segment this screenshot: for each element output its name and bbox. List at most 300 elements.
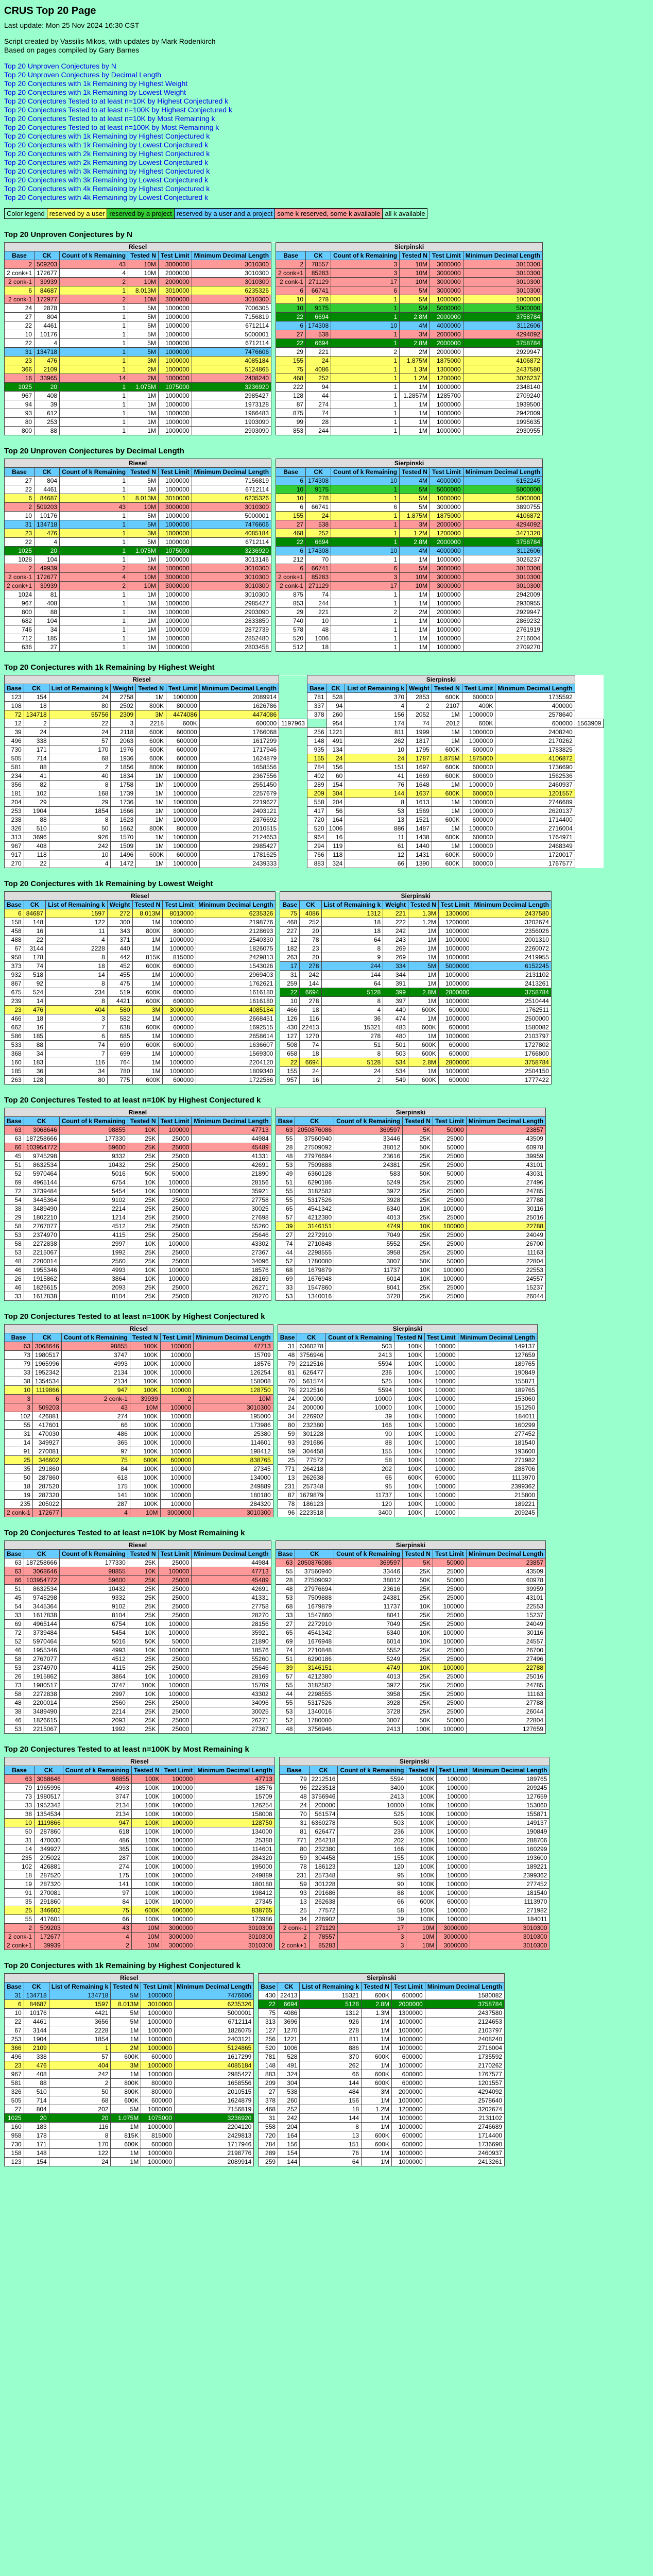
table-cell: 600000: [462, 693, 495, 702]
table-cell: 5970464: [24, 1637, 59, 1646]
table-cell: 1995635: [463, 418, 542, 427]
table-cell: 3400: [326, 1509, 394, 1517]
table-cell: 271129: [306, 582, 331, 590]
table-cell: 100000: [424, 1456, 458, 1465]
table-cell: 1M: [432, 824, 462, 833]
table-cell: 5M: [128, 477, 159, 485]
table-cell: 289: [259, 2149, 278, 2158]
table-cell: 2429813: [196, 953, 276, 962]
table-cell: 100000: [160, 1421, 194, 1430]
table-cell: 148: [24, 918, 45, 927]
table-cell: 100000: [160, 1368, 194, 1377]
table-cell: 2000000: [429, 339, 463, 348]
table-cell: 7006305: [192, 304, 271, 313]
table-cell: 27509092: [295, 1576, 334, 1585]
table-cell: 52: [5, 1170, 24, 1178]
table-cell: 100K: [394, 1386, 425, 1395]
table-cell: 81: [279, 1827, 309, 1836]
table-cell: 600000: [462, 772, 495, 781]
table-cell: 100K: [131, 1810, 162, 1819]
table-cell: 34096: [192, 1257, 271, 1266]
table-cell: 1626786: [199, 702, 279, 710]
table-cell: 1714400: [495, 816, 575, 824]
table-cell: 11163: [466, 1248, 545, 1257]
table-cell: 1766068: [199, 728, 279, 737]
table-cell: 11163: [466, 1690, 545, 1699]
table-cell: 38: [5, 1205, 24, 1213]
table-cell: 87: [278, 1491, 297, 1500]
table-cell: 1000000: [462, 807, 495, 816]
table-cell: 1M: [400, 617, 430, 625]
table-cell: 50K: [403, 1143, 433, 1152]
table-cell: 4106872: [463, 357, 542, 365]
table-cell: 66: [5, 1576, 24, 1585]
table-cell: 100000: [437, 1889, 470, 1897]
table-cell: 3696: [24, 833, 49, 842]
table-cell: 33: [5, 1611, 24, 1620]
section-link[interactable]: Top 20 Conjectures Tested to at least n=100K by Most Remaining k: [4, 123, 219, 131]
table-cell: 638: [107, 1023, 132, 1032]
table-cell: 28270: [192, 1611, 271, 1620]
table-cell: 25000: [433, 1292, 466, 1301]
section-link[interactable]: Top 20 Conjectures with 1k Remaining by Lowest Weight: [4, 88, 186, 96]
table-cell: 5M: [111, 2018, 141, 2026]
table-cell: 458: [5, 927, 24, 936]
table-cell: 1M: [362, 2158, 392, 2166]
table-cell: 5M: [128, 520, 159, 529]
column-header: Count of k Remaining: [331, 468, 400, 477]
table-row: [5, 1006, 552, 1014]
table-cell: 1M: [400, 643, 430, 652]
section-title: Top 20 Conjectures Tested to at least n=10K by Highest Conjectured k: [4, 1096, 261, 1105]
table-row: [5, 1360, 538, 1368]
table-cell: 7049: [334, 1231, 403, 1240]
table-cell: 612: [35, 409, 60, 418]
table-cell: 1000000: [462, 728, 495, 737]
table-cell: 3445364: [24, 1196, 59, 1205]
table-cell: 10: [49, 851, 111, 859]
table-cell: 600000: [163, 997, 196, 1006]
table-cell: 475: [107, 979, 132, 988]
table-row: [5, 702, 604, 710]
table-cell: 6712114: [192, 321, 271, 330]
table-cell: 8: [46, 997, 108, 1006]
table-cell: 64: [300, 2158, 362, 2166]
table-cell: 600K: [362, 1991, 392, 2000]
table-cell: 126254: [194, 1368, 273, 1377]
table-cell: 100000: [160, 1386, 194, 1395]
table-cell: 3013146: [192, 555, 271, 564]
table-cell: 2 conk+1: [5, 582, 35, 590]
conjecture-table: [4, 242, 543, 435]
section-link[interactable]: Top 20 Conjectures with 3k Remaining by Highest Conjectured k: [4, 167, 210, 175]
table-cell: 4294092: [425, 2088, 504, 2096]
table-cell: 44984: [192, 1558, 271, 1567]
column-header: Minimum Decimal Length: [425, 1982, 504, 1991]
table-row: [5, 1143, 546, 1152]
table-cell: 5317526: [295, 1699, 334, 1707]
table-cell: 288706: [458, 1465, 537, 1473]
section-link[interactable]: Top 20 Conjectures with 1k Remaining by Highest Conjectured k: [4, 132, 210, 140]
table-cell: 600000: [391, 2140, 425, 2149]
table-cell: 100000: [424, 1342, 458, 1351]
table-cell: 18: [24, 702, 49, 710]
table-cell: 80: [5, 418, 35, 427]
section-link[interactable]: Top 20 Conjectures with 4k Remaining by Lowest Conjectured k: [4, 193, 209, 201]
table-cell: 1965996: [35, 1784, 63, 1792]
table-cell: 466: [280, 1006, 300, 1014]
table-cell: 3758784: [463, 313, 542, 321]
table-cell: 6: [5, 909, 24, 918]
table-cell: 600K: [111, 2096, 141, 2105]
table-cell: 172677: [35, 269, 60, 278]
table-cell: 144: [321, 971, 383, 979]
table-cell: 16: [5, 374, 35, 383]
table-cell: 618: [63, 1827, 131, 1836]
table-cell: 45489: [192, 1576, 271, 1585]
table-cell: 5000001: [192, 512, 271, 520]
table-cell: 41331: [192, 1152, 271, 1161]
table-cell: 2124653: [425, 2018, 504, 2026]
table-cell: 8: [321, 1049, 383, 1058]
table-cell: 1: [60, 617, 128, 625]
table-cell: 1M: [111, 2123, 141, 2131]
table-row: [5, 781, 604, 789]
table-cell: 100000: [437, 1906, 470, 1915]
table-cell: 205022: [33, 1500, 62, 1509]
table-cell: 1000000: [158, 520, 192, 529]
table-cell: 25K: [403, 1178, 433, 1187]
table-cell: 100000: [433, 1275, 466, 1283]
table-cell: 2103797: [425, 2026, 504, 2035]
table-cell: 25000: [433, 1134, 466, 1143]
table-cell: 25000: [433, 1567, 466, 1576]
section-link[interactable]: Top 20 Conjectures Tested to at least n=10K by Most Remaining k: [4, 114, 215, 123]
table-cell: 25K: [403, 1620, 433, 1629]
table-row: [5, 547, 543, 555]
table-cell: 100K: [394, 1430, 425, 1438]
table-cell: 80: [46, 1076, 108, 1084]
table-cell: 22: [280, 988, 300, 997]
table-cell: 811: [300, 2035, 362, 2044]
table-cell: 2: [276, 260, 306, 269]
table-cell: 378: [259, 2096, 278, 2105]
table-cell: 287860: [33, 1473, 62, 1482]
table-cell: 524: [24, 988, 45, 997]
table-cell: 600K: [462, 719, 495, 728]
table-cell: 2929947: [463, 348, 542, 357]
table-cell: 3000000: [429, 286, 463, 295]
table-cell: 77572: [309, 1906, 338, 1915]
table-cell: 141: [63, 1880, 131, 1889]
table-cell: 100000: [424, 1377, 458, 1386]
table-cell: 2M: [400, 608, 430, 617]
table-cell: 1200000: [391, 2105, 425, 2114]
table-cell: 2 conk-1: [5, 278, 35, 286]
table-cell: 3010300: [195, 1924, 274, 1933]
table-cell: 153060: [470, 1801, 549, 1810]
table-cell: 417601: [35, 1915, 63, 1924]
table-cell: 2578640: [425, 2096, 504, 2105]
table-cell: 1692515: [196, 1023, 276, 1032]
table-cell: 5M: [128, 313, 159, 321]
table-cell: 503: [326, 1342, 394, 1351]
table-cell: 16: [326, 833, 345, 842]
table-cell: 59600: [59, 1143, 128, 1152]
table-cell: 172677: [35, 573, 60, 582]
table-cell: 72: [5, 1629, 24, 1637]
table-cell: 100000: [162, 1889, 195, 1897]
table-cell: 3M: [128, 357, 159, 365]
table-cell: 2272910: [295, 1620, 334, 1629]
section-link[interactable]: Top 20 Unproven Conjectures by Decimal Length: [4, 71, 162, 79]
table-cell: 3: [46, 1014, 108, 1023]
table-cell: 43101: [466, 1594, 545, 1602]
table-cell: 1000000: [166, 798, 200, 807]
table-cell: 5317526: [295, 1196, 334, 1205]
table-cell: 63: [276, 1558, 295, 1567]
column-header: Test Limit: [158, 468, 192, 477]
table-cell: 2000000: [429, 313, 463, 321]
table-cell: 3146151: [295, 1664, 334, 1672]
section-link[interactable]: Top 20 Conjectures with 2k Remaining by Lowest Conjectured k: [4, 158, 209, 166]
table-cell: 2376692: [199, 816, 279, 824]
table-cell: 3890755: [463, 503, 542, 512]
table-cell: 1.3M: [400, 365, 430, 374]
table-cell: 1: [331, 529, 400, 538]
table-cell: 39959: [466, 1152, 545, 1161]
table-cell: 10000: [326, 1403, 394, 1412]
table-cell: 369597: [334, 1126, 403, 1134]
table-cell: 100000: [160, 1342, 194, 1351]
table-cell: 4212380: [295, 1672, 334, 1681]
table-row: [5, 728, 604, 737]
table-cell: 189765: [470, 1775, 549, 1784]
table-cell: 25K: [403, 1161, 433, 1170]
table-cell: 3010000: [158, 286, 192, 295]
table-cell: 2761919: [463, 625, 542, 634]
table-cell: 1727802: [472, 1041, 551, 1049]
table-cell: 5128: [300, 2000, 362, 2009]
table-cell: 25K: [403, 1707, 433, 1716]
section-links: [4, 62, 649, 202]
table-row: [5, 1421, 538, 1430]
table-cell: 6340: [334, 1205, 403, 1213]
table-cell: 2510444: [472, 997, 551, 1006]
table-cell: 1000000: [166, 781, 200, 789]
table-cell: 1: [331, 392, 400, 400]
column-header: Test Limit: [141, 1982, 175, 1991]
table-cell: 100000: [433, 1725, 466, 1734]
table-cell: 1666: [111, 807, 136, 816]
table-cell: 8: [49, 816, 111, 824]
table-cell: 2 conk+1: [276, 573, 306, 582]
table-cell: 1025: [5, 383, 35, 392]
table-cell: 5249: [334, 1655, 403, 1664]
table-cell: 3747: [59, 1681, 128, 1690]
section-link[interactable]: Top 20 Conjectures with 1k Remaining by Highest Weight: [4, 79, 188, 88]
table-cell: 74: [46, 1041, 108, 1049]
table-cell: 1025: [5, 547, 35, 555]
table-cell: 10M: [128, 573, 159, 582]
table-cell: 25K: [128, 1222, 158, 1231]
table-cell: 48: [279, 1792, 309, 1801]
table-cell: 304458: [309, 1854, 338, 1862]
table-cell: 58: [5, 1690, 24, 1699]
table-cell: 2: [49, 763, 111, 772]
table-cell: 3000000: [429, 260, 463, 269]
table-cell: 25K: [403, 1646, 433, 1655]
group-header: Riesel: [5, 1325, 273, 1333]
table-cell: 2878: [35, 304, 60, 313]
table-cell: 2658614: [196, 1032, 276, 1041]
section-link[interactable]: Top 20 Conjectures with 1k Remaining by Lowest Conjectured k: [4, 141, 209, 149]
column-header: Test Limit: [429, 468, 463, 477]
table-cell: 2050876086: [295, 1558, 334, 1567]
table-row: [5, 2070, 505, 2079]
table-cell: 10K: [128, 1240, 158, 1248]
table-row: [5, 1906, 549, 1915]
section-link[interactable]: Top 20 Conjectures Tested to at least n=100K by Highest Conjectured k: [4, 106, 232, 114]
table-cell: 177330: [59, 1134, 128, 1143]
table-cell: 800K: [111, 2088, 141, 2096]
table-cell: 29: [276, 348, 306, 357]
section-link[interactable]: Top 20 Conjectures with 2k Remaining by Highest Conjectured k: [4, 149, 210, 158]
table-cell: 3112606: [463, 321, 542, 330]
table-row: [5, 1681, 546, 1690]
table-cell: 10: [331, 321, 400, 330]
table-row: [5, 643, 543, 652]
table-cell: 24: [345, 754, 407, 763]
table-row: [5, 1170, 546, 1178]
table-cell: 626477: [309, 1827, 338, 1836]
table-cell: 25: [278, 1456, 297, 1465]
conjecture-table: [4, 459, 543, 652]
table-cell: 118: [24, 851, 49, 859]
table-cell: 122: [46, 918, 108, 927]
table-cell: 123: [5, 2158, 24, 2166]
table-cell: 78557: [309, 1933, 338, 1941]
table-cell: 600000: [462, 745, 495, 754]
table-cell: 7: [46, 1049, 108, 1058]
table-cell: 209245: [458, 1509, 537, 1517]
table-row: [5, 304, 543, 313]
table-cell: 127: [280, 1032, 300, 1041]
table-cell: 1: [60, 608, 128, 617]
table-cell: 12: [5, 719, 24, 728]
table-cell: 22553: [466, 1266, 545, 1275]
table-cell: 714: [24, 754, 49, 763]
section-link[interactable]: Top 20 Conjectures Tested to at least n=10K by Highest Conjectured k: [4, 97, 229, 105]
table-cell: 221: [306, 348, 331, 357]
table-cell: 10M: [130, 1509, 160, 1517]
table-cell: 4461: [35, 321, 60, 330]
table-cell: 24: [300, 1067, 321, 1076]
table-cell: 11: [46, 927, 108, 936]
table-cell: 4086: [306, 365, 331, 374]
table-row: [5, 1248, 546, 1257]
section-link[interactable]: Top 20 Conjectures with 4k Remaining by Highest Conjectured k: [4, 184, 210, 193]
table-cell: 5000000: [463, 494, 542, 503]
table-cell: 6235326: [196, 909, 276, 918]
table-cell: 800K: [136, 763, 166, 772]
table-row: [5, 2114, 505, 2123]
table-cell: 470030: [35, 1836, 63, 1845]
column-header: Tested N: [131, 1766, 162, 1775]
table-cell: 25K: [128, 1576, 158, 1585]
table-cell: 200000: [309, 1801, 338, 1810]
table-cell: 156: [300, 2096, 362, 2105]
table-cell: 100000: [162, 1810, 195, 1819]
table-cell: 1717946: [175, 2140, 254, 2149]
table-cell: 1M: [362, 2114, 392, 2123]
table-cell: 2: [5, 564, 35, 573]
table-cell: 39939: [35, 582, 60, 590]
table-cell: 8: [46, 979, 108, 988]
table-cell: 10176: [24, 2009, 49, 2018]
table-cell: 40: [49, 772, 111, 781]
table-cell: 294: [307, 842, 326, 851]
table-cell: 24: [306, 357, 331, 365]
table-cell: 600K: [432, 851, 462, 859]
table-cell: 2668451: [196, 1014, 276, 1023]
table-cell: 25000: [433, 1283, 466, 1292]
table-cell: 3010300: [192, 503, 271, 512]
section-link[interactable]: Top 20 Conjectures with 3k Remaining by Lowest Conjectured k: [4, 176, 209, 184]
legend-partial: some k reserved, some k available: [275, 209, 383, 219]
table-cell: 1521: [407, 816, 432, 824]
table-cell: 75: [276, 365, 306, 374]
table-cell: 180180: [195, 1880, 274, 1889]
table-cell: 1679879: [295, 1266, 334, 1275]
table-cell: 100000: [162, 1897, 195, 1906]
table-cell: 1000000: [158, 608, 192, 617]
table-cell: 100000: [424, 1482, 458, 1491]
table-cell: 1472: [111, 859, 136, 868]
table-cell: 23857: [466, 1126, 545, 1134]
table-cell: 99: [276, 418, 306, 427]
table-cell: 2204120: [175, 2123, 254, 2131]
table-cell: 8: [49, 781, 111, 789]
table-cell: 48: [5, 1699, 24, 1707]
table-cell: 600K: [432, 745, 462, 754]
table-cell: 252: [306, 374, 331, 383]
table-cell: 338: [24, 2053, 49, 2061]
table-cell: 800000: [166, 702, 200, 710]
table-cell: 50K: [128, 1170, 158, 1178]
table-cell: 1000000: [141, 2061, 175, 2070]
table-cell: 25000: [433, 1196, 466, 1205]
column-header: Tested N: [128, 251, 159, 260]
table-cell: 1000000: [391, 2123, 425, 2131]
table-cell: 253: [5, 807, 24, 816]
table-cell: 1720017: [495, 851, 575, 859]
section-link[interactable]: Top 20 Unproven Conjectures by N: [4, 62, 116, 70]
table-cell: 56: [326, 807, 345, 816]
table-cell: 22: [5, 485, 35, 494]
table-cell: 1000000: [429, 427, 463, 435]
table-row: [5, 1266, 546, 1275]
table-cell: 50K: [403, 1257, 433, 1266]
table-cell: 2930955: [463, 599, 542, 608]
table-cell: 3000000: [437, 1933, 470, 1941]
table-cell: 51: [5, 1585, 24, 1594]
table-cell: 561574: [309, 1810, 338, 1819]
table-cell: 3864: [59, 1275, 128, 1283]
table-cell: 2413: [326, 1351, 394, 1360]
table-cell: 1000000: [429, 643, 463, 652]
table-cell: 43031: [466, 1170, 545, 1178]
